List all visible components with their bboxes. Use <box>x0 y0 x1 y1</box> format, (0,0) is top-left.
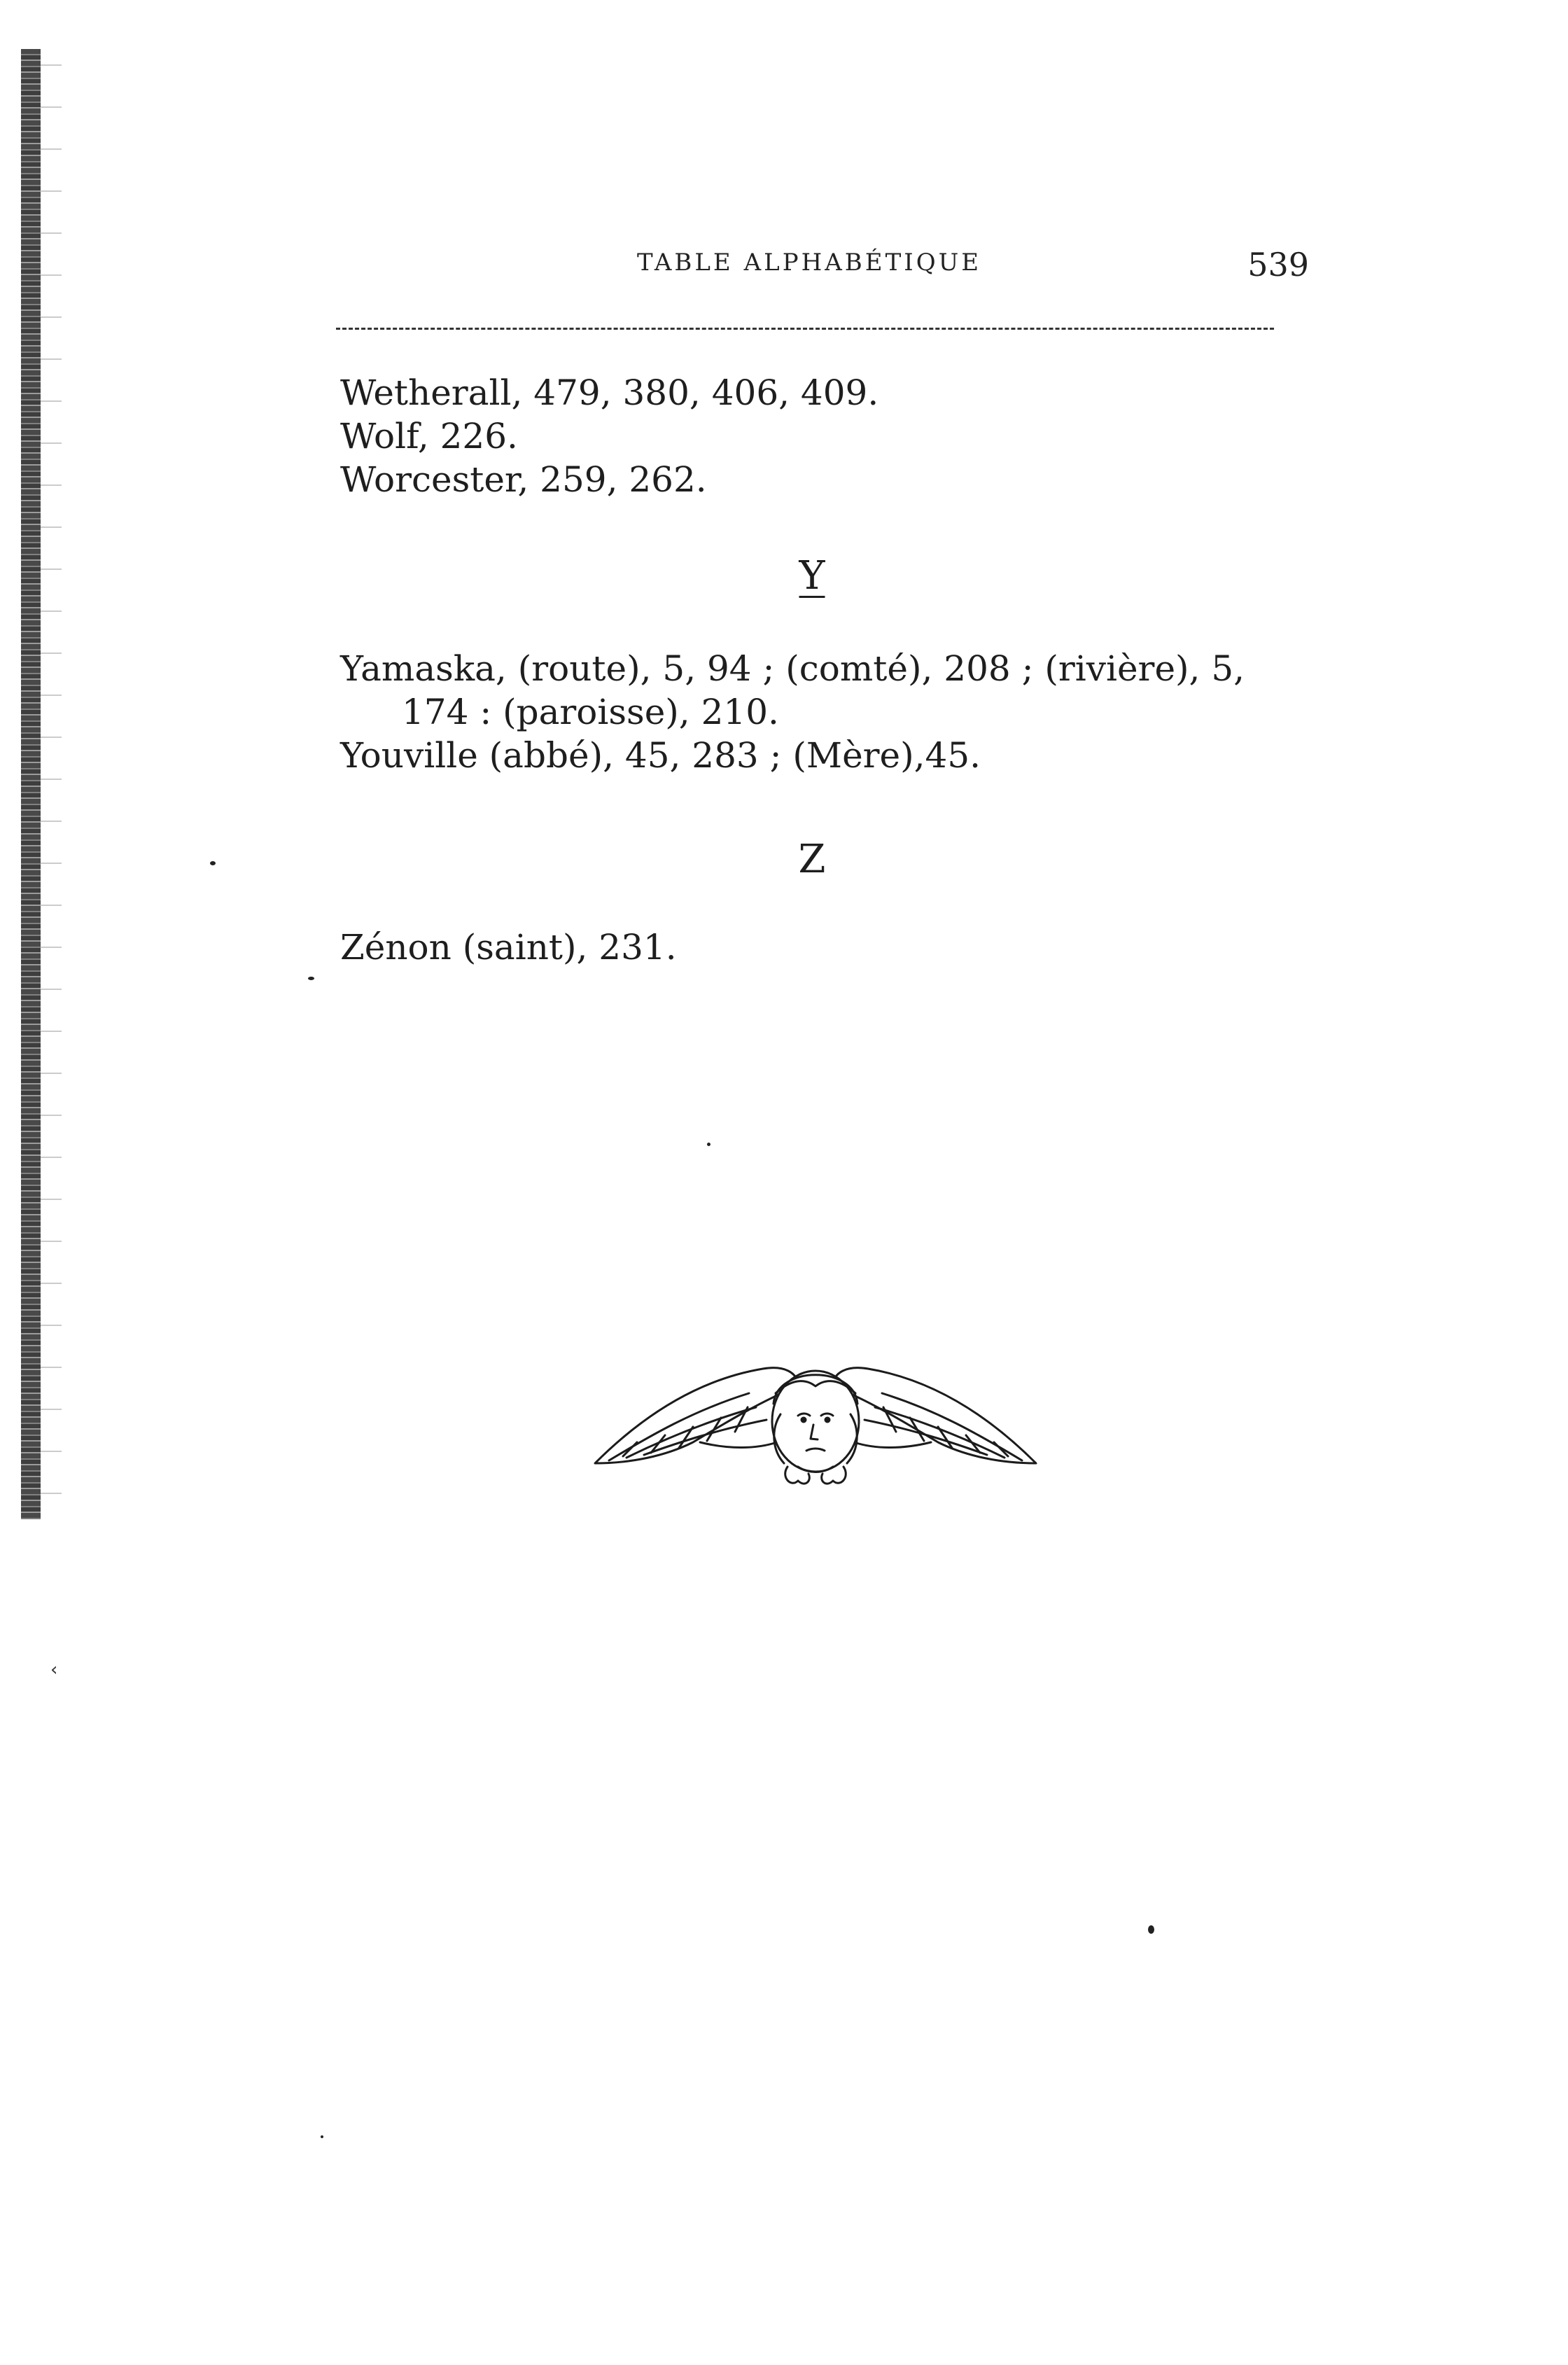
cherub-ornament-icon <box>588 1337 1043 1498</box>
index-entry: Youville (abbé), 45, 283 ; (Mère),45. <box>340 735 981 776</box>
scan-speck <box>707 1143 710 1146</box>
index-block-z <box>340 926 1320 969</box>
scan-mark: ‹ <box>50 1659 58 1680</box>
page-number: 539 <box>1247 246 1309 284</box>
index-entry: Zénon (saint), 231. <box>340 927 677 968</box>
scan-speck <box>321 2135 323 2138</box>
scanned-binding-edge <box>21 49 41 1519</box>
index-block-w <box>340 371 1320 501</box>
index-block-y <box>340 647 1320 777</box>
index-entry: Wetherall, 479, 380, 406, 409. <box>340 372 879 413</box>
scan-speck <box>308 977 314 980</box>
scan-speck <box>1148 1925 1154 1934</box>
index-entry: Wolf, 226. <box>340 416 518 456</box>
section-letter-y: Y <box>799 553 825 599</box>
running-title: TABLE ALPHABÉTIQUE <box>637 249 982 277</box>
section-letter-z: Z <box>798 837 826 882</box>
running-head <box>329 246 1309 291</box>
index-entry: Worcester, 259, 262. <box>340 459 707 500</box>
header-rule <box>336 328 1274 330</box>
index-entry: Yamaska, (route), 5, 94 ; (comté), 208 ; (rivière), 5, 174 : (paroisse), 210. <box>340 648 1245 732</box>
scan-speck <box>210 861 216 865</box>
